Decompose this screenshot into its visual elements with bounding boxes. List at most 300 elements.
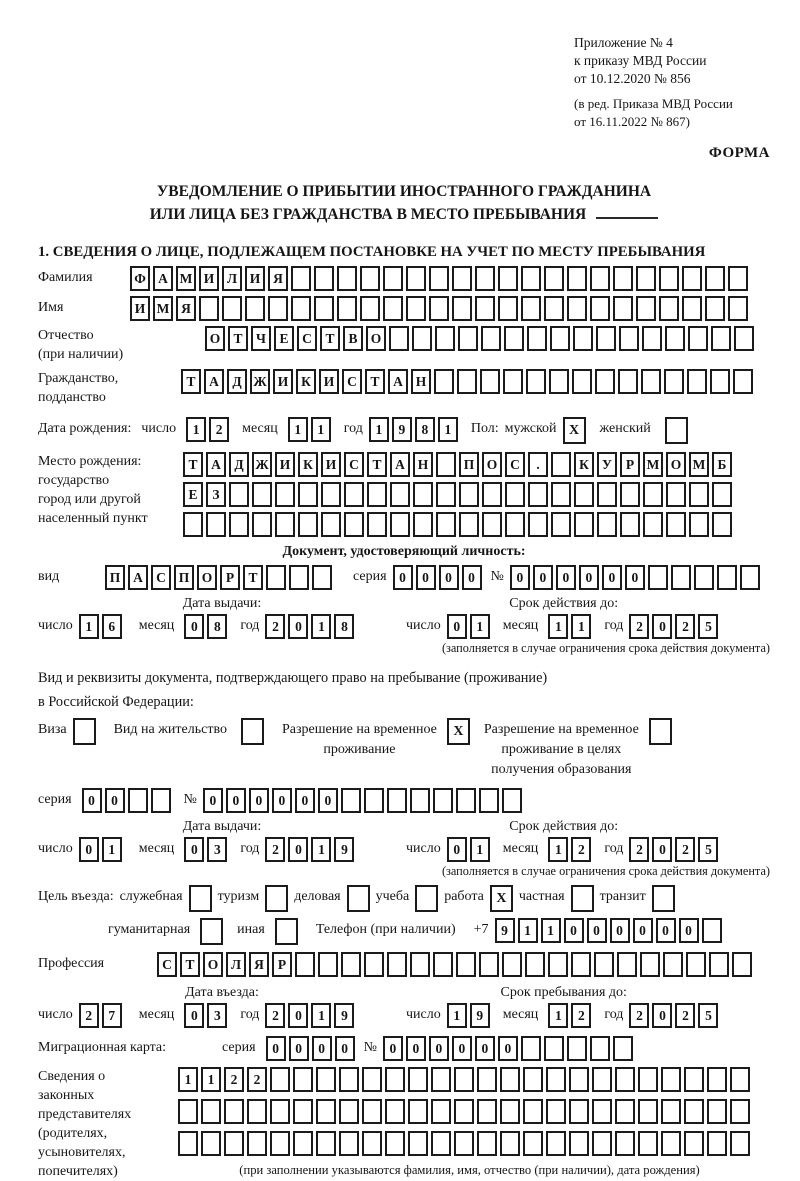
form-cell: З	[206, 482, 226, 507]
form-cell	[201, 1131, 221, 1156]
form-cell: 0	[295, 788, 315, 813]
form-cell	[458, 326, 478, 351]
year-label: год	[604, 1007, 624, 1022]
title-blank-line	[596, 203, 658, 219]
residence-valid-day-cells	[447, 837, 493, 862]
patronymic-label-line1: Отчество	[38, 328, 94, 343]
form-cell	[712, 482, 732, 507]
form-cell	[383, 266, 403, 291]
appendix-line: к приказу МВД России	[574, 53, 707, 68]
form-cell	[544, 296, 564, 321]
citizenship-row	[38, 369, 770, 407]
legal-reps-note: (при заполнении указываются фамилия, имя, отчество (при наличии), дата рождения)	[239, 1163, 700, 1177]
form-cell	[413, 512, 433, 537]
legal-reps-block	[38, 1067, 770, 1181]
doc-number-cells	[510, 565, 763, 590]
form-cell	[740, 565, 760, 590]
section-1-heading: 1. СВЕДЕНИЯ О ЛИЦЕ, ПОДЛЕЖАЩЕМ ПОСТАНОВКЕ НА УЧЕТ ПО МЕСТУ ПРЕБЫВАНИЯ	[38, 244, 706, 260]
year-label: год	[343, 421, 363, 436]
form-cell: 1	[548, 837, 568, 862]
appendix-line: Приложение № 4	[574, 35, 673, 50]
form-cell	[688, 326, 708, 351]
legal-reps-row-3	[178, 1131, 753, 1156]
form-cell	[408, 1099, 428, 1124]
form-cell	[642, 326, 662, 351]
form-cell: 1	[311, 614, 331, 639]
purpose-tourism-label: туризм	[217, 889, 260, 904]
residence-issue-title: Дата выдачи:	[182, 819, 262, 834]
form-cell	[573, 326, 593, 351]
form-cell	[684, 1131, 704, 1156]
form-cell	[431, 1067, 451, 1092]
form-cell: И	[273, 369, 293, 394]
form-cell	[592, 1131, 612, 1156]
form-cell	[574, 482, 594, 507]
form-cell	[312, 565, 332, 590]
amendment-line: (в ред. Приказа МВД России	[574, 96, 733, 111]
form-cell	[412, 326, 432, 351]
given-name-row	[38, 296, 770, 321]
phone-prefix: +7	[473, 922, 489, 937]
citizenship-label-line1: Гражданство,	[38, 371, 119, 386]
purpose-transit-checkbox	[652, 885, 675, 912]
form-cell: Р	[620, 452, 640, 477]
form-cell	[567, 296, 587, 321]
day-label: число	[406, 618, 441, 633]
form-cell	[546, 1099, 566, 1124]
form-cell: А	[388, 369, 408, 394]
form-cell: Ф	[130, 266, 150, 291]
form-cell: Ч	[251, 326, 271, 351]
legal-reps-rows	[178, 1067, 753, 1181]
purpose-humanitarian-checkbox	[200, 918, 223, 945]
form-cell: У	[597, 452, 617, 477]
form-cell: 1	[541, 918, 561, 943]
form-cell	[705, 296, 725, 321]
form-cell	[551, 512, 571, 537]
form-cell: 2	[629, 614, 649, 639]
form-cell	[252, 482, 272, 507]
gender-female-label: женский	[599, 421, 651, 436]
purpose-tourism-checkbox	[265, 885, 288, 912]
form-cell	[498, 296, 518, 321]
form-cell: 8	[415, 417, 435, 442]
birth-place-label-line: государство	[38, 473, 110, 488]
year-label: год	[604, 618, 624, 633]
identity-doc-dates	[38, 596, 770, 639]
form-cell	[500, 1099, 520, 1124]
appendix-line: от 10.12.2020 № 856	[574, 71, 691, 86]
form-cell	[521, 266, 541, 291]
form-cell	[661, 1131, 681, 1156]
form-cell	[477, 1067, 497, 1092]
title-line-1: УВЕДОМЛЕНИЕ О ПРИБЫТИИ ИНОСТРАННОГО ГРАЖДАНИНА	[156, 183, 652, 200]
form-cell: С	[505, 452, 525, 477]
legal-reps-label-line: Сведения о	[38, 1069, 106, 1084]
form-cell	[479, 788, 499, 813]
identity-valid-day-cells	[447, 614, 493, 639]
visa-checkbox	[73, 718, 96, 745]
form-cell	[528, 512, 548, 537]
residence-valid-title: Срок действия до:	[509, 819, 619, 834]
residence-intro-line1: Вид и реквизиты документа, подтверждающего право на пребывание (проживание)	[38, 670, 548, 686]
form-cell	[689, 482, 709, 507]
form-cell	[730, 1131, 750, 1156]
form-cell: 3	[207, 837, 227, 862]
form-cell	[454, 1099, 474, 1124]
form-cell	[433, 952, 453, 977]
form-cell	[648, 565, 668, 590]
form-cell: М	[689, 452, 709, 477]
form-cell	[362, 1131, 382, 1156]
form-cell	[705, 266, 725, 291]
form-cell: 1	[438, 417, 458, 442]
purpose-business-label: деловая	[294, 889, 341, 904]
form-cell: 0	[452, 1036, 472, 1061]
form-cell: 5	[698, 1003, 718, 1028]
temp-permit-checkbox: X	[447, 718, 470, 745]
form-cell: О	[482, 452, 502, 477]
residence-doc-dates	[38, 819, 770, 862]
form-cell	[521, 296, 541, 321]
form-cell: П	[105, 565, 125, 590]
form-cell: И	[130, 296, 150, 321]
form-cell: 1	[447, 1003, 467, 1028]
form-cell	[477, 1099, 497, 1124]
form-cell	[475, 296, 495, 321]
identity-doc-heading: Документ, удостоверяющий личность:	[282, 544, 526, 559]
form-cell	[636, 296, 656, 321]
form-cell: 0	[656, 918, 676, 943]
birth-place-label-line: населенный пункт	[38, 511, 148, 526]
purpose-official-label: служебная	[119, 889, 183, 904]
form-cell	[339, 1131, 359, 1156]
form-cell	[527, 326, 547, 351]
form-cell: Я	[268, 266, 288, 291]
surname-row	[38, 266, 770, 291]
form-cell	[521, 1036, 541, 1061]
citizenship-cells	[181, 369, 756, 394]
purpose-business-checkbox	[347, 885, 370, 912]
form-cell	[457, 369, 477, 394]
form-cell	[199, 296, 219, 321]
form-cell	[431, 1131, 451, 1156]
form-cell: 2	[675, 614, 695, 639]
birth-date-row	[38, 417, 770, 444]
stay-day-cells	[447, 1003, 493, 1028]
temp-permit-line1: Разрешение на временное	[281, 722, 437, 737]
year-label: год	[240, 618, 260, 633]
form-cell	[298, 512, 318, 537]
birth-day-cells	[186, 417, 232, 442]
identity-issue-line	[38, 614, 406, 639]
form-cell: Н	[413, 452, 433, 477]
form-cell	[245, 296, 265, 321]
form-cell: Д	[227, 369, 247, 394]
purpose-study-checkbox	[415, 885, 438, 912]
form-cell: 2	[629, 1003, 649, 1028]
form-cell	[364, 788, 384, 813]
form-cell	[293, 1131, 313, 1156]
form-cell	[387, 952, 407, 977]
form-cell: 0	[318, 788, 338, 813]
form-cell: 0	[498, 1036, 518, 1061]
visit-purpose-row	[38, 885, 770, 912]
form-cell	[689, 512, 709, 537]
form-cell: 0	[203, 788, 223, 813]
form-cell	[613, 296, 633, 321]
form-cell	[293, 1067, 313, 1092]
legal-reps-label-line: усыновителях,	[38, 1145, 126, 1160]
form-cell	[525, 952, 545, 977]
form-cell	[385, 1131, 405, 1156]
form-cell	[316, 1067, 336, 1092]
form-cell: К	[298, 452, 318, 477]
form-cell	[344, 482, 364, 507]
form-cell: С	[342, 369, 362, 394]
form-cell	[436, 482, 456, 507]
form-cell	[523, 1067, 543, 1092]
form-cell	[551, 482, 571, 507]
form-cell	[636, 266, 656, 291]
form-cell	[151, 788, 171, 813]
form-cell: 0	[652, 837, 672, 862]
form-cell: 0	[335, 1036, 355, 1061]
residence-issue-col	[38, 819, 406, 862]
year-label: год	[240, 1007, 260, 1022]
month-label: месяц	[138, 1007, 175, 1022]
form-cell: 8	[207, 614, 227, 639]
form-cell: 1	[311, 1003, 331, 1028]
residence-valid-line	[406, 837, 721, 862]
form-cell: 0	[105, 788, 125, 813]
stay-until-line	[406, 1003, 721, 1028]
form-cell	[362, 1067, 382, 1092]
birth-date-label: Дата рождения:	[38, 421, 132, 436]
form-cell	[224, 1131, 244, 1156]
form-cell	[686, 952, 706, 977]
visit-purpose-row-2	[38, 918, 770, 945]
form-cell	[291, 266, 311, 291]
form-cell: О	[666, 452, 686, 477]
purpose-official-checkbox	[189, 885, 212, 912]
migration-number-label: №	[363, 1040, 377, 1055]
form-cell: П	[459, 452, 479, 477]
form-cell: 0	[416, 565, 436, 590]
form-cell: 3	[207, 1003, 227, 1028]
form-cell: О	[197, 565, 217, 590]
residence-number-cells	[203, 788, 525, 813]
form-cell: 0	[556, 565, 576, 590]
residence-permit-checkbox	[241, 718, 264, 745]
form-cell	[595, 369, 615, 394]
form-cell: А	[206, 452, 226, 477]
gender-male-checkbox: X	[563, 417, 586, 444]
form-cell: А	[128, 565, 148, 590]
form-cell	[480, 369, 500, 394]
form-cell: С	[344, 452, 364, 477]
form-cell	[291, 296, 311, 321]
form-cell	[275, 482, 295, 507]
form-cell	[502, 788, 522, 813]
form-cell	[572, 369, 592, 394]
form-cell	[201, 1099, 221, 1124]
form-cell: 9	[334, 1003, 354, 1028]
form-cell	[128, 788, 148, 813]
patronymic-label-line2: (при наличии)	[38, 347, 124, 362]
form-cell	[206, 512, 226, 537]
surname-cells	[130, 266, 751, 291]
form-cell	[617, 952, 637, 977]
citizenship-label	[38, 369, 181, 407]
day-label: число	[406, 1007, 441, 1022]
form-cell: С	[157, 952, 177, 977]
form-cell: И	[321, 452, 341, 477]
phone-cells	[495, 918, 725, 943]
form-cell: 0	[184, 614, 204, 639]
form-cell: И	[319, 369, 339, 394]
form-cell	[523, 1131, 543, 1156]
form-cell	[544, 1036, 564, 1061]
form-cell	[360, 266, 380, 291]
form-cell: 0	[447, 614, 467, 639]
form-cell	[410, 788, 430, 813]
form-cell	[387, 788, 407, 813]
birth-place-row-2	[183, 482, 735, 507]
form-cell	[316, 1131, 336, 1156]
form-cell	[549, 369, 569, 394]
form-cell	[503, 369, 523, 394]
purpose-humanitarian-label: гуманитарная	[108, 922, 191, 937]
form-cell: 1	[571, 614, 591, 639]
form-cell	[590, 296, 610, 321]
form-cell: 1	[548, 1003, 568, 1028]
form-cell	[435, 326, 455, 351]
form-cell: П	[174, 565, 194, 590]
citizenship-label-line2: подданство	[38, 390, 106, 405]
form-cell: 1	[470, 837, 490, 862]
form-cell	[615, 1067, 635, 1092]
form-cell: .	[528, 452, 548, 477]
form-cell: 9	[334, 837, 354, 862]
form-cell	[337, 296, 357, 321]
surname-label: Фамилия	[38, 270, 93, 285]
form-cell	[671, 565, 691, 590]
form-cell	[502, 952, 522, 977]
residence-issue-month-cells	[184, 837, 230, 862]
form-cell	[734, 326, 754, 351]
form-cell: 0	[393, 565, 413, 590]
form-cell	[482, 482, 502, 507]
form-cell	[643, 482, 663, 507]
temp-permit-line2: проживание	[323, 742, 396, 757]
form-cell	[367, 512, 387, 537]
day-label: число	[141, 421, 177, 436]
form-cell	[295, 952, 315, 977]
form-cell: 1	[470, 614, 490, 639]
form-cell: К	[574, 452, 594, 477]
form-cell	[408, 1131, 428, 1156]
doc-kind-label: вид	[38, 569, 60, 584]
form-cell	[712, 512, 732, 537]
gender-male-label: мужской	[504, 421, 557, 436]
form-cell: 2	[247, 1067, 267, 1092]
residence-valid-col	[406, 819, 721, 862]
form-cell	[456, 788, 476, 813]
form-cell	[289, 565, 309, 590]
visit-purpose-label: Цель въезда:	[38, 889, 114, 904]
form-cell	[183, 512, 203, 537]
form-cell	[364, 952, 384, 977]
form-cell: В	[343, 326, 363, 351]
identity-valid-col	[406, 596, 721, 639]
form-cell: Ж	[250, 369, 270, 394]
form-cell: 1	[201, 1067, 221, 1092]
form-cell: 2	[265, 1003, 285, 1028]
form-cell	[410, 952, 430, 977]
form-cell: 1	[186, 417, 206, 442]
form-cell: Л	[222, 266, 242, 291]
form-cell	[733, 369, 753, 394]
residence-issue-day-cells	[79, 837, 125, 862]
form-cell	[270, 1067, 290, 1092]
edu-permit-line1: Разрешение на временное	[483, 722, 639, 737]
form-cell	[728, 296, 748, 321]
form-cell	[390, 512, 410, 537]
form-cell	[663, 952, 683, 977]
form-cell: Т	[181, 369, 201, 394]
form-cell: С	[151, 565, 171, 590]
residence-valid-year-cells	[629, 837, 721, 862]
form-cell	[266, 565, 286, 590]
form-cell	[390, 482, 410, 507]
appendix-block	[574, 34, 770, 88]
form-cell	[730, 1099, 750, 1124]
form-cell: 1	[518, 918, 538, 943]
form-cell: 2	[265, 837, 285, 862]
residence-permit-label: Вид на жительство	[113, 722, 227, 737]
form-cell: 0	[288, 1003, 308, 1028]
form-cell	[590, 1036, 610, 1061]
form-cell: 2	[675, 837, 695, 862]
form-cell	[293, 1099, 313, 1124]
birth-place-label-line: город или другой	[38, 492, 141, 507]
month-label: месяц	[502, 1007, 539, 1022]
identity-issue-col	[38, 596, 406, 639]
form-cell	[548, 952, 568, 977]
phone-label: Телефон (при наличии)	[315, 922, 456, 937]
form-cell: 7	[102, 1003, 122, 1028]
form-cell	[567, 1036, 587, 1061]
form-cell	[717, 565, 737, 590]
form-cell: 0	[587, 918, 607, 943]
form-cell	[500, 1131, 520, 1156]
profession-row	[38, 952, 770, 977]
form-cell: Л	[226, 952, 246, 977]
form-cell	[638, 1131, 658, 1156]
form-cell	[551, 452, 571, 477]
form-cell: 0	[272, 788, 292, 813]
day-label: число	[38, 1007, 73, 1022]
form-cell	[385, 1067, 405, 1092]
entry-date-line	[38, 1003, 406, 1028]
form-cell: 1	[311, 837, 331, 862]
entry-dates	[38, 985, 770, 1028]
form-cell: И	[199, 266, 219, 291]
form-cell: Б	[712, 452, 732, 477]
doc-number-label: №	[490, 569, 504, 584]
stay-until-title: Срок пребывания до:	[500, 985, 627, 1000]
